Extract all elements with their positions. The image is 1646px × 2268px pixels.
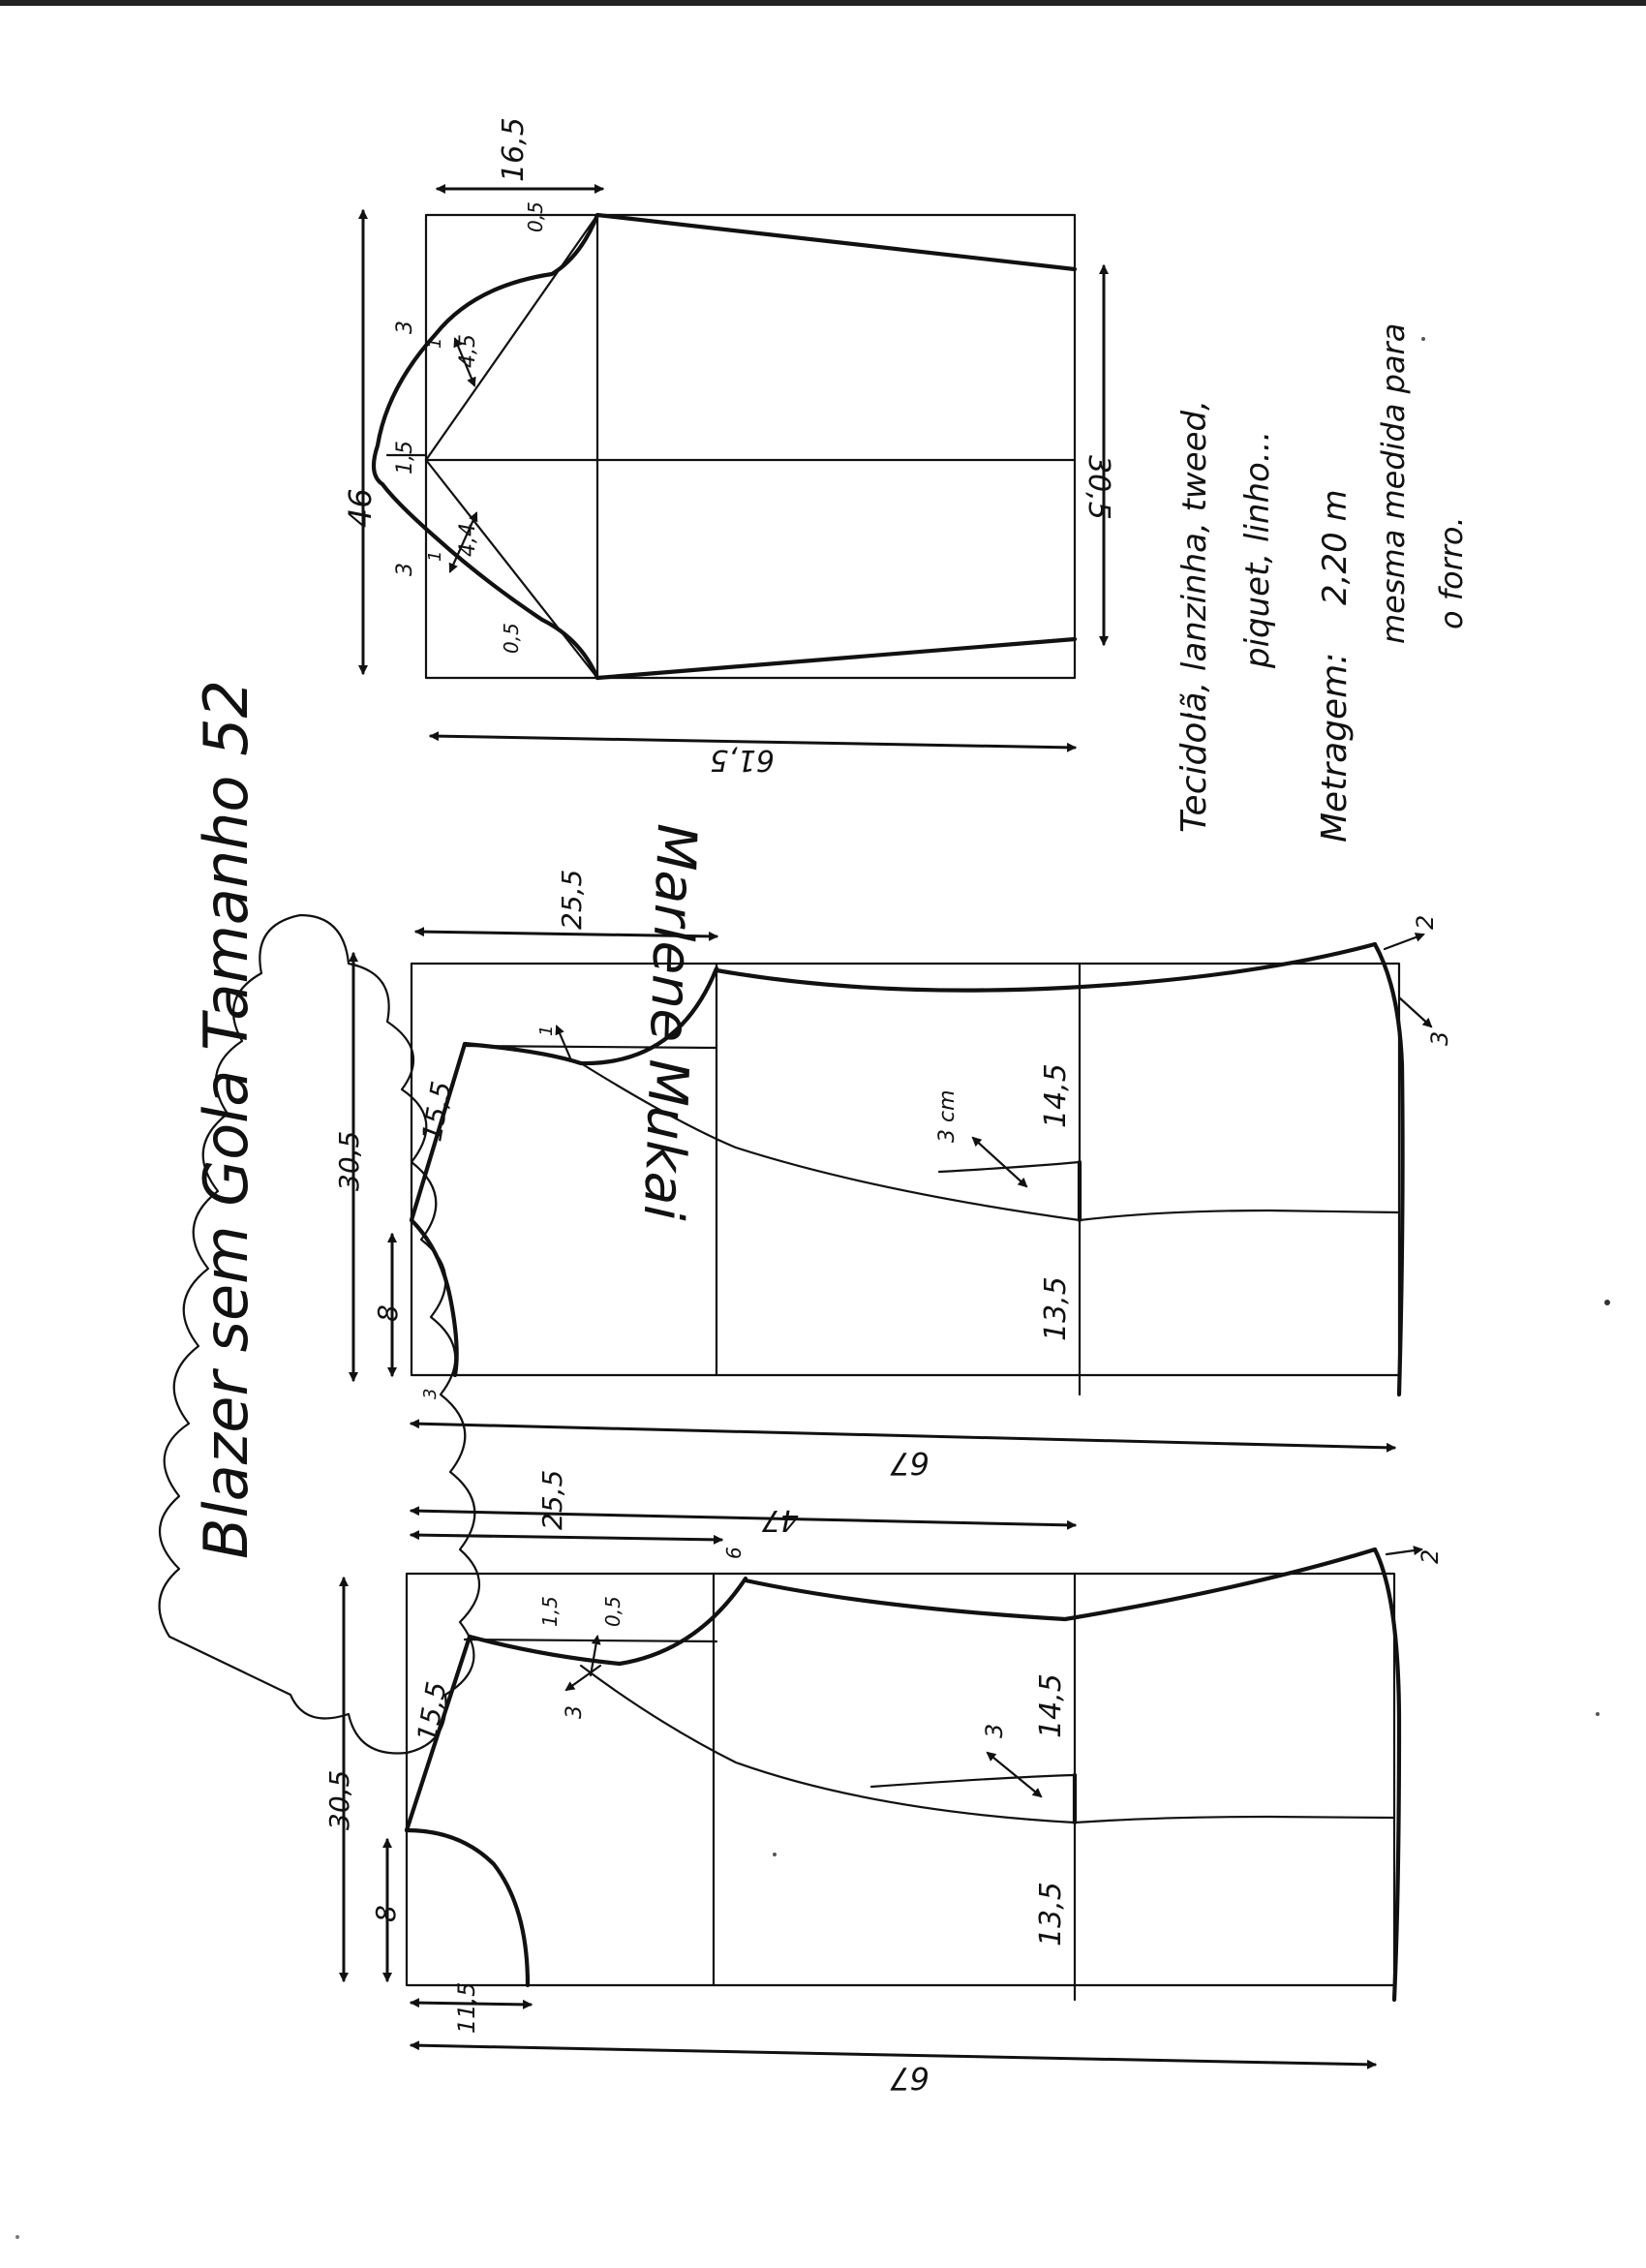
front-armhole-depth: 30,5 <box>323 1769 355 1830</box>
sleeve-rise-top: 1 <box>425 337 445 349</box>
title-text: Blazer sem Gola Tamanho 52 <box>191 680 261 1559</box>
back-shoulder: 15,5 <box>415 1079 458 1145</box>
back-length: 67 <box>890 1445 930 1482</box>
yardage-line-3: o forro. <box>1433 516 1470 629</box>
scan-top-border <box>0 0 1646 6</box>
back-shoulder-drop: 1 <box>536 1025 557 1036</box>
title-cloud <box>160 680 479 1753</box>
front-frame <box>407 1574 1394 1985</box>
back-dart-lower: 13,5 <box>1039 1276 1073 1341</box>
yardage-label: Metragem: <box>1315 652 1355 843</box>
sleeve-out-bottom: 4,4 <box>456 523 480 557</box>
front-shoulder-depth-arrow <box>412 1535 721 1540</box>
sleeve-offset-bottom: 3 <box>393 563 417 576</box>
back-neck-depth: 8 <box>372 1304 404 1322</box>
yardage-line-1: 2,20 m <box>1316 489 1355 605</box>
back-length-arrow <box>412 1424 1394 1448</box>
front-neck-depth: 8 <box>370 1905 402 1922</box>
back-armhole-depth: 30,5 <box>333 1130 365 1191</box>
front-dart-lower: 13,5 <box>1034 1882 1068 1946</box>
back-neck-curve <box>412 1220 457 1375</box>
back-dart-upper: 14,5 <box>1039 1063 1073 1128</box>
front-shoulder: 15,5 <box>411 1679 453 1745</box>
back-frame <box>412 964 1399 1375</box>
back-hem-rise: 2 <box>1412 914 1439 930</box>
front-side-seam <box>746 1549 1375 1619</box>
front-armhole-mark: 6 <box>722 1547 746 1559</box>
sleeve-cap-top: 1,5 <box>393 441 417 475</box>
sleeve-offset-top: 3 <box>393 321 417 334</box>
sleeve-length-label: 61,5 <box>710 743 775 777</box>
sleeve-bottom-label: 30,5 <box>1082 455 1115 520</box>
front-neck-curve <box>407 1830 528 1985</box>
front-shoulder-depth: 25,5 <box>536 1469 568 1530</box>
signature: Marlene Mukai <box>630 822 708 1222</box>
notes-block <box>1174 323 1470 843</box>
front-dart-width: 3 <box>981 1723 1008 1738</box>
front-length-to-bust: 47 <box>761 1503 799 1537</box>
sleeve-top-seam <box>597 215 1075 269</box>
sleeve-bottom-seam <box>597 639 1075 678</box>
back-side-seam <box>716 944 1375 991</box>
front-length-to-bust-arrow <box>412 1511 1075 1525</box>
front-dart-upper: 14,5 <box>1034 1673 1068 1738</box>
back-hem-side: 3 <box>1426 1030 1453 1046</box>
front-shoulder-mark: 1,5 <box>538 1596 562 1627</box>
sleeve-edge-top: 0,5 <box>524 201 547 232</box>
sleeve-edge-bottom: 0,5 <box>500 623 523 654</box>
front-dart-top: 3 <box>563 1705 587 1719</box>
yardage-line-2: mesma medida para <box>1375 322 1412 644</box>
sleeve-width-label: 46 <box>342 488 379 528</box>
sleeve-pattern <box>342 117 1115 777</box>
front-hem-rise: 2 <box>1417 1548 1444 1564</box>
sleeve-out-top: 4,5 <box>456 334 480 368</box>
back-neck-width: 3 <box>420 1388 441 1399</box>
fabric-label: Tecido: <box>1174 710 1214 833</box>
front-shoulder-mark-2: 0,5 <box>601 1596 625 1627</box>
fabric-line-1: lã, lanzinha, tweed, <box>1175 400 1214 721</box>
fabric-line-2: piquet, linho... <box>1238 430 1277 668</box>
back-dart-width: 3 cm <box>935 1089 960 1143</box>
back-pattern <box>333 870 1453 1482</box>
sleeve-rise-bottom: 1 <box>425 550 445 562</box>
sleeve-cap-width-label: 16,5 <box>497 117 531 182</box>
front-pattern <box>323 1470 1444 2097</box>
front-neck-width: 11,5 <box>453 1981 480 2034</box>
back-shoulder-depth: 25,5 <box>556 869 588 930</box>
front-length: 67 <box>890 2060 930 2097</box>
